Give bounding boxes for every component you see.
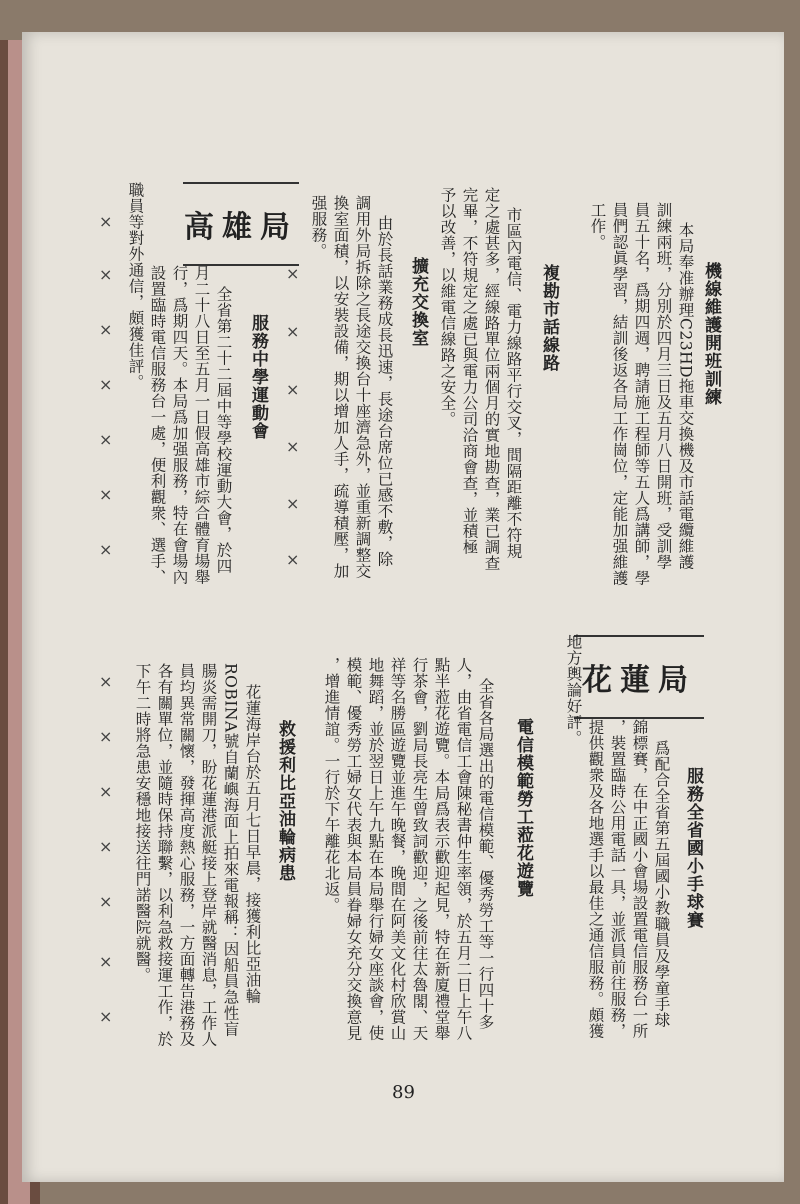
text-line: 員五十名，爲期四週，聘請施工程師等五人爲講師，學: [632, 202, 651, 586]
x-mark: ×: [99, 320, 113, 339]
x-mark: ×: [99, 837, 113, 856]
text-line: 由於長話業務成長迅速，長途台席位已感不敷，除: [375, 215, 394, 567]
text-line: 爲配合全省第五屆國小教職員及學童手球: [652, 740, 671, 1028]
x-mark: ×: [99, 672, 113, 691]
heading-sports-meet: 服務中學運動會: [248, 314, 268, 440]
page-number: 89: [392, 1082, 415, 1103]
text-line: 地方輿論好評。: [564, 634, 583, 746]
text-line: 强服務。: [309, 195, 328, 259]
heading-training: 機線維護開班訓練: [701, 262, 721, 406]
x-mark: ×: [286, 264, 300, 283]
x-mark: ×: [99, 540, 113, 559]
text-line: 點半蒞花遊覽。本局爲表示歡迎起見，特在新廈禮堂舉: [432, 657, 451, 1041]
text-line: 工作。: [588, 202, 607, 250]
text-line: 行，爲期四天。本局爲加强服務，特在會場內: [170, 265, 189, 585]
text-line: 全省第二十二屆中等學校運動大會，於四: [214, 286, 233, 574]
x-mark: ×: [286, 380, 300, 399]
text-line: 調用外局拆除之長途交換台十座濟急外，並重新調整交: [353, 195, 372, 579]
heading-handball: 服務全省國小手球賽: [683, 767, 703, 929]
x-mark: ×: [99, 212, 113, 231]
x-mark: ×: [286, 437, 300, 456]
heading-exchange-room: 擴充交換室: [408, 257, 428, 347]
text-line: 訓練兩班，分別於四月三日及五月八日開班，受訓學: [654, 202, 673, 570]
text-line: ，增進情誼。一行於下午離花北返。: [322, 657, 341, 913]
text-line: ，裝置臨時公用電話一具，並派員前往服務，: [608, 719, 627, 1039]
text-line: 職員等對外通信，頗獲佳評。: [126, 182, 145, 390]
x-mark: ×: [99, 265, 113, 284]
x-mark: ×: [99, 727, 113, 746]
heading-tanker-rescue: 救援利比亞油輪病患: [275, 720, 295, 882]
text-line: 定之處甚多，經線路單位兩個月的實地勘查，業已調查: [482, 187, 501, 571]
text-line: 提供觀衆及各地選手以最佳之通信服務。頗獲: [586, 719, 605, 1039]
bureau-title-hualien: 花蓮局: [582, 663, 696, 698]
text-line: 員們認眞學習，結訓後返各局工作崗位，定能加强維護: [610, 202, 629, 586]
text-line: 人，由省電信工會陳秘書仲生率領，於五月二日上午八: [454, 657, 473, 1041]
text-line: 全省各局選出的電信模範、優秀勞工等一行四十多: [476, 678, 495, 1030]
text-line: 行茶會，劉局長亮生曾致詞歡迎，之後前往太魯閣、天: [410, 657, 429, 1041]
text-line: 各有關單位，並隨時保持聯繫，以利急救接運工作，於: [155, 663, 174, 1047]
text-line: 月二十八日至五月一日假高雄市綜合體育場舉: [192, 265, 211, 585]
bureau-title-kaohsiung: 高雄局: [184, 210, 298, 245]
x-mark: ×: [286, 550, 300, 569]
text-line: 換室面積，以安裝設備，期以增加人手，疏導積壓，加: [331, 195, 350, 579]
text-line: 員均異常關懷，發揮高度熱心服務，一方面轉告港務及: [177, 663, 196, 1047]
heading-model-workers: 電信模範勞工蒞花遊覽: [513, 718, 533, 898]
text-line: 地舞蹈，並於翌日上午九點在本局舉行婦女座談會，使: [366, 657, 385, 1041]
text-line: 祥等名勝區遊覽並進午晚餐，晚間在阿美文化村欣賞山: [388, 657, 407, 1041]
x-mark: ×: [99, 782, 113, 801]
text-line: 市區內電信、電力線路平行交叉，間隔距離不符規: [504, 207, 523, 559]
heading-line-survey: 複勘市話線路: [539, 264, 559, 372]
text-line: 花蓮海岸台於五月七日早晨，接獲利比亞油輪: [243, 684, 262, 1004]
x-mark: ×: [99, 952, 113, 971]
x-mark: ×: [99, 1007, 113, 1026]
x-mark: ×: [99, 485, 113, 504]
x-mark: ×: [99, 375, 113, 394]
text-line: ROBINA號自蘭嶼海面上拍來電報稱：因船員急性盲: [221, 663, 240, 1037]
text-line: 完畢，不符規定之處已與電力公司洽商會查，並積極: [460, 187, 479, 555]
text-line: 腸炎需開刀，盼花蓮港派艇接上登岸就醫消息，工作人: [199, 663, 218, 1047]
bureau-box-hualien: [574, 635, 704, 719]
text-line: 本局奉准辦理C23HD拖車交換機及市話電纜維護: [676, 222, 695, 571]
text-line: 錦標賽，在中正國小會場設置電信服務台一所: [630, 719, 649, 1039]
x-mark: ×: [286, 322, 300, 341]
text-line: 設置臨時電信服務台一處，便利觀衆、選手、: [148, 265, 167, 585]
text-line: 予以改善，以維電信線路之安全。: [438, 187, 457, 427]
x-mark: ×: [99, 430, 113, 449]
text-line: 下午二時將急患安穩地接送往門諾醫院就醫。: [133, 663, 152, 983]
book-page: [22, 32, 784, 1182]
bureau-box-kaohsiung: [183, 182, 299, 266]
x-mark: ×: [286, 494, 300, 513]
text-line: 模範、優秀勞工婦女代表與本局員眷婦女充分交換意見: [344, 657, 363, 1041]
x-mark: ×: [99, 892, 113, 911]
